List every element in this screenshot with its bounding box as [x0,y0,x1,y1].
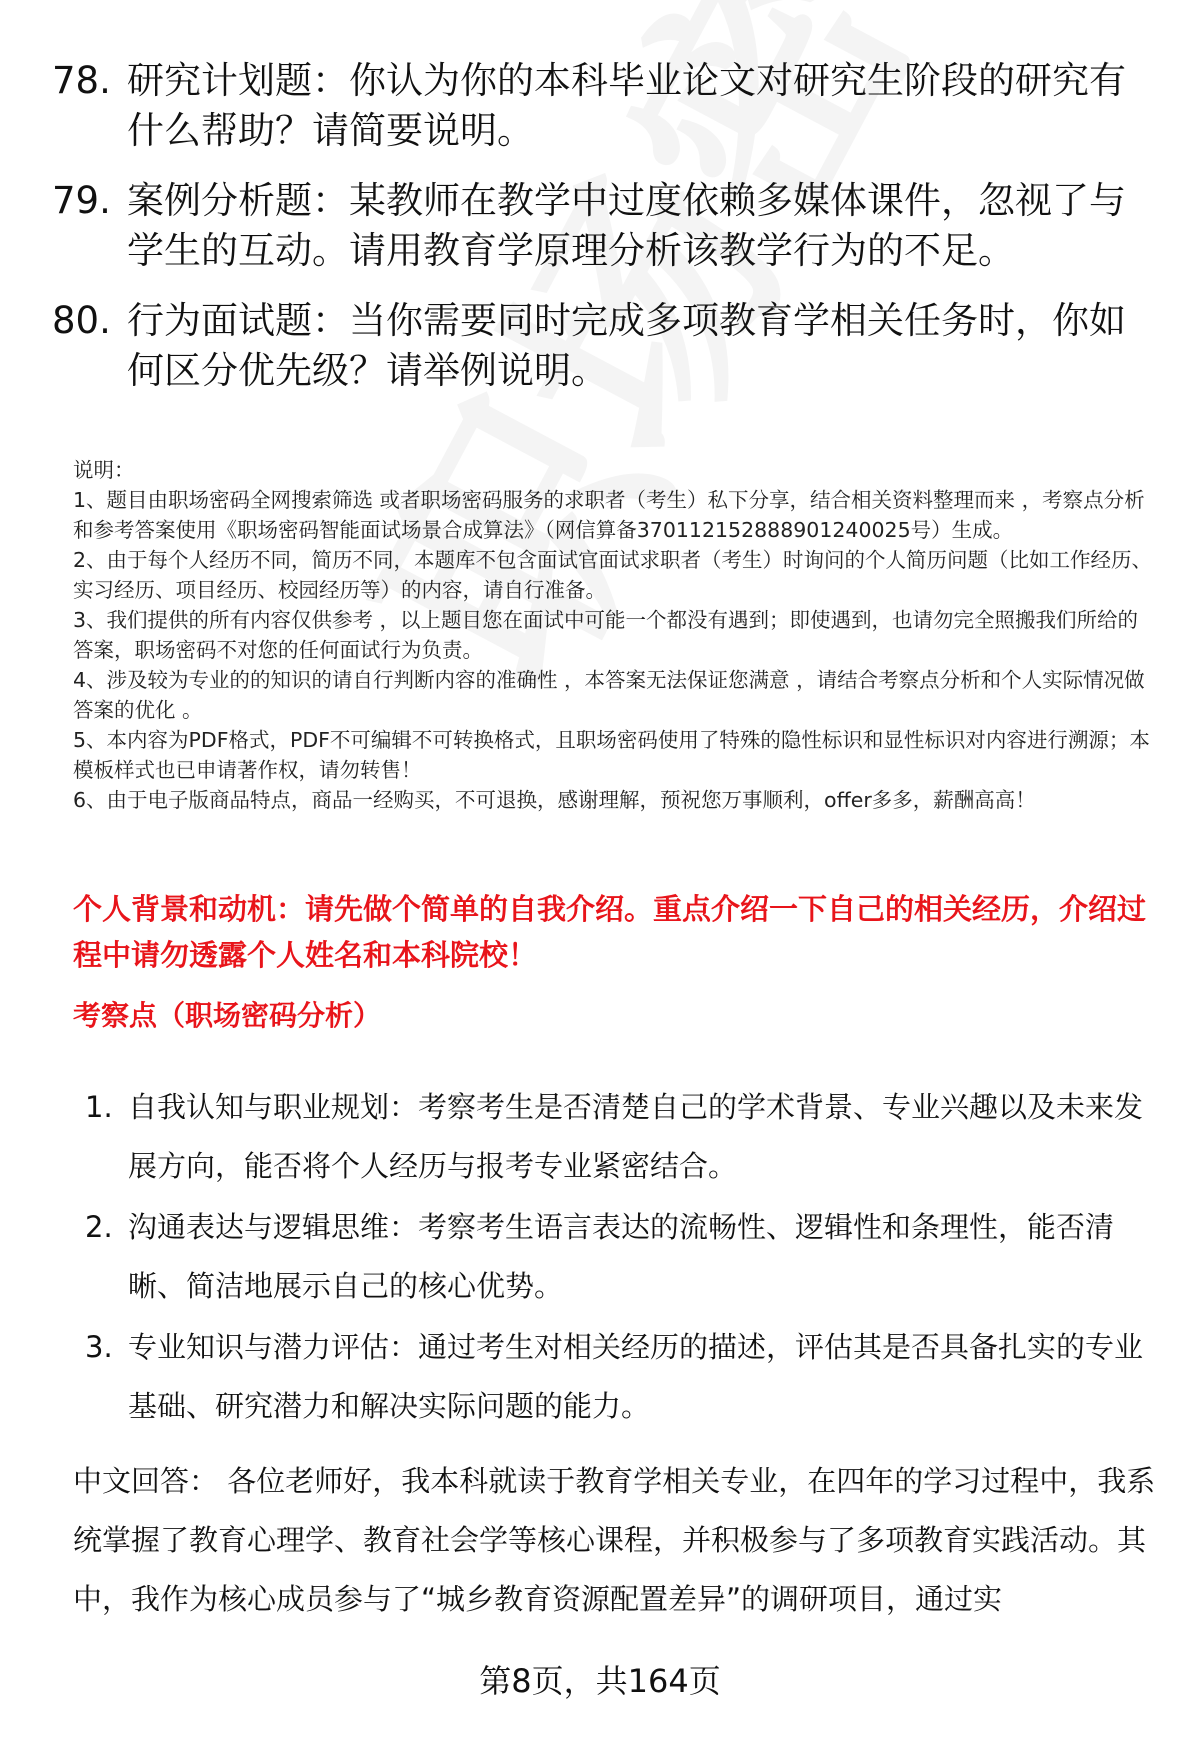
analysis-subheading: 考察点（职场密码分析） [73,999,382,1032]
point-text: 自我认知与职业规划：考察考生是否清楚自己的学术背景、专业兴趣以及未来发展方向，能否将个人经历与报考专业紧密结合。 [128,1090,1144,1183]
point-number: 1. [85,1090,113,1124]
note-item: 6、由于电子版商品特点，商品一经购买，不可退换，感谢理解，预祝您万事顺利，offer多多，薪酬高高！ [73,788,1036,812]
point-number: 3. [85,1330,113,1364]
note-item: 2、由于每个人经历不同，简历不同，本题库不包含面试官面试求职者（考生）时询问的个人简历问题（比如工作经历、实习经历、项目经历、校园经历等）的内容，请自行准备。 [73,548,1153,602]
note-item: 3、我们提供的所有内容仅供参考 ，以上题目您在面试中可能一个都没有遇到；即使遇到，也请勿完全照搬我们所给的答案，职场密码不对您的任何面试行为负责。 [73,608,1139,662]
question-text: 行为面试题：当你需要同时完成多项教育学相关任务时，你如何区分优先级？请举例说明。 [127,299,1126,392]
notes-block [73,455,1158,815]
page-footer: 第8页，共164页 [479,1662,721,1700]
question-text: 案例分析题：某教师在教学中过度依赖多媒体课件，忽视了与学生的互动。请用教育学原理分析该教学行为的不足。 [127,179,1126,272]
notes-title: 说明： [73,458,135,482]
question-item [52,56,1147,156]
note-item: 4、涉及较为专业的的知识的请自行判断内容的准确性 ，本答案无法保证您满意 ，请结合考察点分析和个人实际情况做答案的优化 。 [73,668,1145,722]
question-number: 78. [52,59,111,102]
question-list [52,56,1147,416]
question-item [52,176,1147,276]
question-text: 研究计划题：你认为你的本科毕业论文对研究生阶段的研究有什么帮助？请简要说明。 [127,59,1126,152]
answer-paragraph: 中文回答： 各位老师好，我本科就读于教育学相关专业，在四年的学习过程中，我系统掌握了教育心理学、教育社会学等核心课程，并积极参与了多项教育实践活动。其中，我作为核心成员参与了“城乡教育资源配置差异”的调研项目，通过实 [73,1464,1156,1616]
section-heading: 个人背景和动机：请先做个简单的自我介绍。重点介绍一下自己的相关经历，介绍过程中请勿透露个人姓名和本科院校！ [73,892,1147,972]
analysis-points [85,1078,1160,1438]
point-text: 专业知识与潜力评估：通过考生对相关经历的描述，评估其是否具备扎实的专业基础、研究潜力和解决实际问题的能力。 [128,1330,1144,1423]
point-number: 2. [85,1210,113,1244]
analysis-point [85,1078,1160,1196]
question-item [52,296,1147,396]
analysis-point [85,1318,1160,1436]
question-number: 79. [52,179,111,222]
analysis-point [85,1198,1160,1316]
note-item: 1、题目由职场密码全网搜索筛选 或者职场密码服务的求职者（考生）私下分享，结合相关资料整理而来 ，考察点分析和参考答案使用《职场密码智能面试场景合成算法》（网信算备370112152888901240025号）生成。 [73,488,1145,542]
question-number: 80. [52,299,111,342]
note-item: 5、本内容为PDF格式，PDF不可编辑不可转换格式，且职场密码使用了特殊的隐性标识和显性标识对内容进行溯源；本模板样式也已申请著作权，请勿转售！ [73,728,1150,782]
point-text: 沟通表达与逻辑思维：考察考生语言表达的流畅性、逻辑性和条理性，能否清晰、简洁地展示自己的核心优势。 [128,1210,1115,1303]
